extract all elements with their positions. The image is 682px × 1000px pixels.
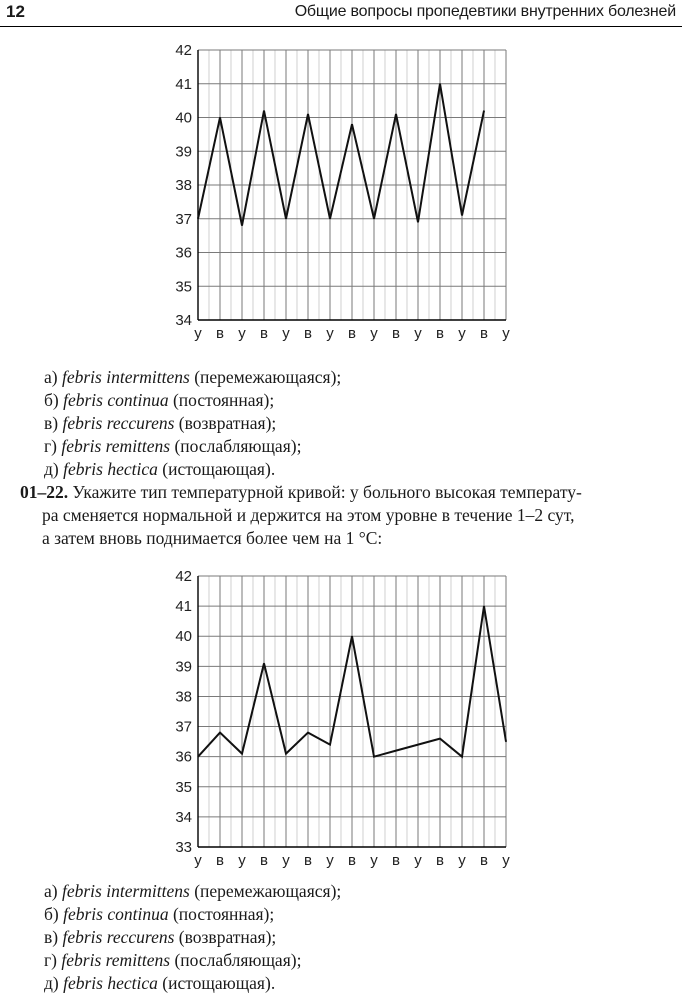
data-point bbox=[197, 756, 198, 757]
x-tick-label: в bbox=[260, 852, 268, 869]
data-point bbox=[373, 218, 374, 219]
option-g: г) febris remittens (послабляющая); bbox=[44, 950, 302, 970]
option-a: а) febris intermittens (перемежающаяся); bbox=[44, 881, 342, 901]
y-tick-label: 38 bbox=[175, 688, 192, 706]
x-tick-label: у bbox=[326, 325, 334, 342]
data-point bbox=[351, 124, 352, 125]
data-point bbox=[285, 218, 286, 219]
question-number: 01–22. bbox=[20, 482, 69, 502]
data-point bbox=[285, 753, 286, 754]
x-tick-label: в bbox=[436, 852, 444, 869]
x-tick-label: в bbox=[304, 325, 312, 342]
data-point bbox=[329, 744, 330, 745]
y-tick-label: 40 bbox=[175, 109, 192, 127]
x-tick-label: в bbox=[348, 852, 356, 869]
temperature-chart-1 bbox=[0, 30, 682, 350]
data-point bbox=[241, 753, 242, 754]
y-tick-label: 40 bbox=[175, 628, 192, 646]
y-tick-label: 42 bbox=[175, 568, 192, 585]
data-point bbox=[329, 218, 330, 219]
x-tick-label: в bbox=[304, 852, 312, 869]
question-text-line-2: ра сменяется нормальной и держится на этом уровне в течение 1–2 сут, bbox=[42, 505, 575, 525]
option-b: б) febris continua (постоянная); bbox=[44, 904, 275, 924]
x-tick-label: у bbox=[414, 852, 422, 869]
page-header bbox=[0, 0, 682, 27]
x-tick-label: у bbox=[458, 852, 466, 869]
y-tick-label: 37 bbox=[175, 210, 192, 228]
y-tick-label: 33 bbox=[175, 839, 192, 856]
y-tick-label: 41 bbox=[175, 598, 192, 616]
option-d: д) febris hectica (истощающая). bbox=[44, 973, 276, 993]
option-v: в) febris reccurens (возвратная); bbox=[44, 413, 277, 433]
data-point bbox=[439, 83, 440, 84]
answer-options-1 bbox=[44, 366, 341, 481]
y-tick-label: 37 bbox=[175, 718, 192, 736]
x-tick-label: в bbox=[480, 852, 488, 869]
data-point bbox=[417, 222, 418, 223]
x-tick-label: у bbox=[282, 325, 290, 342]
x-tick-label: в bbox=[260, 325, 268, 342]
y-tick-label: 41 bbox=[175, 75, 192, 93]
y-tick-label: 38 bbox=[175, 177, 192, 194]
x-tick-label: у bbox=[458, 325, 466, 342]
x-tick-label: в bbox=[216, 325, 224, 342]
x-tick-label: у bbox=[502, 325, 510, 342]
data-point bbox=[417, 744, 418, 745]
x-tick-label: у bbox=[370, 325, 378, 342]
data-point bbox=[505, 741, 506, 742]
x-tick-label: в bbox=[480, 325, 488, 342]
x-tick-label: в bbox=[392, 852, 400, 869]
page-number: 12 bbox=[6, 2, 25, 21]
data-point bbox=[461, 756, 462, 757]
data-point bbox=[219, 732, 220, 733]
data-point bbox=[241, 225, 242, 226]
y-tick-label: 34 bbox=[175, 312, 192, 329]
x-tick-label: у bbox=[370, 852, 378, 869]
x-tick-label: у bbox=[194, 325, 202, 342]
data-point bbox=[461, 215, 462, 216]
x-tick-label: в bbox=[216, 852, 224, 869]
temperature-chart-2 bbox=[0, 560, 682, 880]
x-tick-label: у bbox=[238, 852, 246, 869]
x-tick-label: в bbox=[348, 325, 356, 342]
x-tick-label: у bbox=[502, 852, 510, 869]
running-title: Общие вопросы пропедевтики внутренних болезней bbox=[294, 3, 676, 20]
data-point bbox=[395, 750, 396, 751]
data-point bbox=[439, 738, 440, 739]
y-tick-label: 39 bbox=[175, 143, 192, 161]
data-point bbox=[263, 110, 264, 111]
data-point bbox=[483, 110, 484, 111]
data-point bbox=[307, 114, 308, 115]
x-tick-label: у bbox=[326, 852, 334, 869]
option-v: в) febris reccurens (возвратная); bbox=[44, 927, 277, 947]
question-01-22 bbox=[20, 481, 680, 550]
y-tick-label: 35 bbox=[175, 278, 192, 296]
option-g: г) febris remittens (послабляющая); bbox=[44, 436, 302, 456]
data-point bbox=[219, 117, 220, 118]
answer-options-2 bbox=[44, 880, 341, 995]
data-point bbox=[373, 756, 374, 757]
data-point bbox=[395, 114, 396, 115]
y-tick-label: 39 bbox=[175, 658, 192, 676]
x-tick-label: в bbox=[392, 325, 400, 342]
option-a: а) febris intermittens (перемежающаяся); bbox=[44, 367, 342, 387]
option-d: д) febris hectica (истощающая). bbox=[44, 459, 276, 479]
data-point bbox=[307, 732, 308, 733]
question-text-line-3: а затем вновь поднимается более чем на 1 °С: bbox=[42, 528, 383, 548]
y-tick-label: 36 bbox=[175, 244, 192, 262]
y-tick-label: 35 bbox=[175, 778, 192, 796]
data-point bbox=[351, 636, 352, 637]
data-point bbox=[197, 218, 198, 219]
x-tick-label: в bbox=[436, 325, 444, 342]
data-point bbox=[263, 663, 264, 664]
y-tick-label: 34 bbox=[175, 808, 192, 826]
y-tick-label: 42 bbox=[175, 42, 192, 59]
x-tick-label: у bbox=[194, 852, 202, 869]
data-point bbox=[483, 606, 484, 607]
option-b: б) febris continua (постоянная); bbox=[44, 390, 275, 410]
x-tick-label: у bbox=[414, 325, 422, 342]
x-tick-label: у bbox=[238, 325, 246, 342]
x-tick-label: у bbox=[282, 852, 290, 869]
y-tick-label: 36 bbox=[175, 748, 192, 766]
question-text-line-1: Укажите тип температурной кривой: у больного высокая температу- bbox=[72, 482, 582, 502]
